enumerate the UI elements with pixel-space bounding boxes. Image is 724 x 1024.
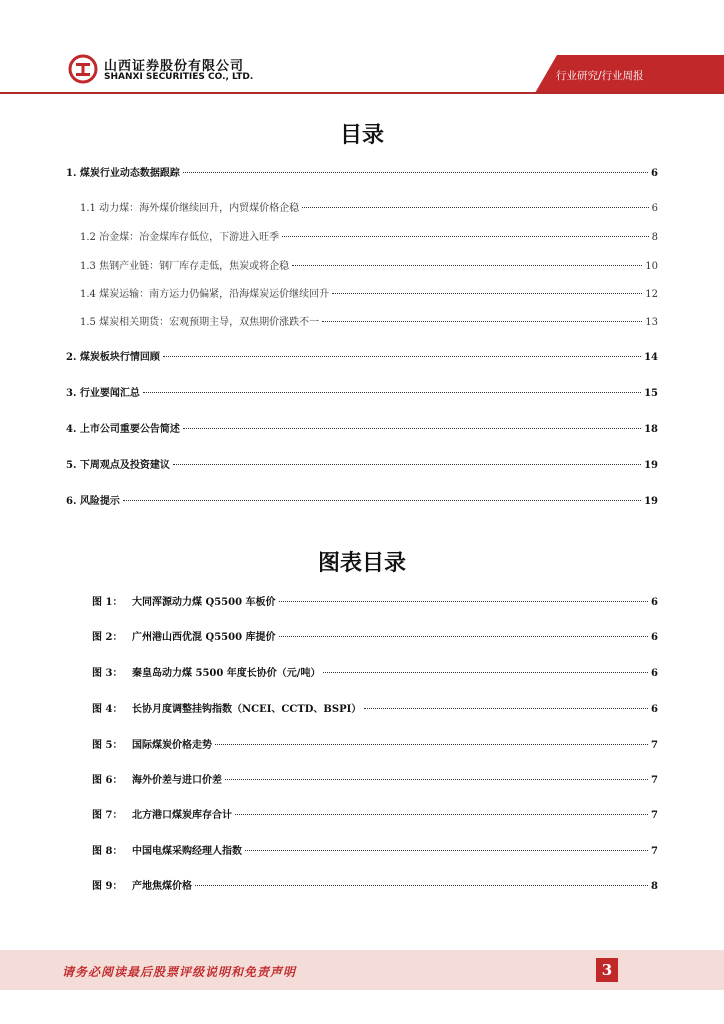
figure-page: 6 [651,597,658,608]
figures-title: 图表目录 [317,551,406,576]
figure-label: 北方港口煤炭库存合计 [132,810,232,821]
toc-item-label: 6. 风险提示 [66,496,120,507]
dot-leader [364,708,648,709]
figure-item[interactable] [92,806,658,822]
figure-page: 6 [651,668,658,679]
toc-item-label: 5. 下周观点及投资建议 [66,460,170,471]
figure-label: 秦皇岛动力煤 5500 年度长协价（元/吨） [132,668,321,679]
figure-label: 国际煤炭价格走势 [132,740,212,751]
figure-page: 7 [651,740,658,751]
toc-item-label: 3. 行业要闻汇总 [66,388,140,399]
dot-leader [322,321,642,322]
figure-number: 图 6： [92,775,123,786]
toc-title: 目录 [339,123,384,148]
figure-number: 图 4： [92,704,123,715]
disclaimer-notice: 请务必阅读最后股票评级说明和免责声明 [62,965,297,979]
figure-page: 7 [651,810,658,821]
toc-item-page: 14 [644,352,658,363]
page-header [0,0,724,100]
toc-item[interactable] [80,285,658,301]
toc-item[interactable] [80,313,658,329]
company-name-en: SHANXI SECURITIES CO., LTD. [104,72,254,82]
report-type: 行业研究/行业周报 [556,70,644,82]
toc-item-label: 2. 煤炭板块行情回顾 [66,352,160,363]
toc-item[interactable] [66,420,658,436]
dot-leader [279,601,649,602]
figure-label: 产地焦煤价格 [132,881,192,892]
figure-label: 长协月度调整挂钩指数（NCEI、CCTD、BSPI） [132,704,362,715]
dot-leader [215,744,648,745]
dot-leader [323,672,648,673]
dot-leader [235,814,648,815]
toc-item[interactable] [80,199,658,215]
toc-item-page: 8 [651,232,658,243]
figure-page: 6 [651,704,658,715]
toc-item-label: 1.3 焦钢产业链：钢厂库存走低，焦炭或将企稳 [80,261,290,272]
dot-leader [163,356,641,357]
figure-number: 图 2： [92,632,123,643]
dot-leader [123,500,641,501]
toc-item-page: 6 [651,203,658,214]
figure-item[interactable] [92,628,658,644]
toc-item-label: 1.2 冶金煤：冶金煤库存低位，下游进入旺季 [80,232,280,243]
toc-item-page: 10 [645,261,658,272]
dot-leader [173,464,641,465]
figure-number: 图 3： [92,668,123,679]
figure-label: 中国电煤采购经理人指数 [132,846,242,857]
dot-leader [302,207,649,208]
dot-leader [143,392,641,393]
dot-leader [245,850,648,851]
figure-label: 广州港山西优混 Q5500 库提价 [132,632,276,643]
toc-item-page: 13 [645,317,658,328]
figure-page: 8 [651,881,658,892]
figure-item[interactable] [92,771,658,787]
toc-item[interactable] [80,228,658,244]
toc-item-page: 18 [644,424,658,435]
dot-leader [195,885,648,886]
toc-item[interactable] [66,348,658,364]
dot-leader [282,236,649,237]
toc-item[interactable] [66,492,658,508]
figure-number: 图 1： [92,597,123,608]
toc-item-label: 1.1 动力煤：海外煤价继续回升，内贸煤价格企稳 [80,203,300,214]
dot-leader [292,265,642,266]
figure-item[interactable] [92,664,658,680]
figure-number: 图 5： [92,740,123,751]
toc-item-label: 1. 煤炭行业动态数据跟踪 [66,168,180,179]
figure-item[interactable] [92,593,658,609]
figure-label: 大同浑源动力煤 Q5500 车板价 [132,597,276,608]
figure-item[interactable] [92,700,658,716]
toc-item-page: 19 [644,460,658,471]
toc-item[interactable] [66,456,658,472]
toc-item-page: 19 [644,496,658,507]
figure-number: 图 8： [92,846,123,857]
figure-number: 图 9： [92,881,123,892]
toc-item[interactable] [80,257,658,273]
dot-leader [279,636,649,637]
figure-number: 图 7： [92,810,123,821]
toc-item-label: 4. 上市公司重要公告简述 [66,424,180,435]
figure-page: 7 [651,775,658,786]
toc-item-page: 6 [651,168,658,179]
figure-label: 海外价差与进口价差 [132,775,222,786]
figure-page: 7 [651,846,658,857]
toc-item[interactable] [66,164,658,180]
toc-item-label: 1.4 煤炭运输：南方运力仍偏紧，沿海煤炭运价继续回升 [80,289,330,300]
page-number: 3 [596,958,618,982]
toc-item[interactable] [66,384,658,400]
dot-leader [332,293,642,294]
dot-leader [225,779,648,780]
figure-page: 6 [651,632,658,643]
toc-item-label: 1.5 煤炭相关期货：宏观预期主导，双焦期价涨跌不一 [80,317,320,328]
company-logo-icon [68,54,98,84]
dot-leader [183,428,641,429]
figure-item[interactable] [92,877,658,893]
figure-item[interactable] [92,842,658,858]
header-divider [0,92,724,94]
dot-leader [183,172,648,173]
toc-item-page: 12 [645,289,658,300]
figure-item[interactable] [92,736,658,752]
toc-item-page: 15 [644,388,658,399]
company-name-cn: 山西证券股份有限公司 [104,59,245,74]
